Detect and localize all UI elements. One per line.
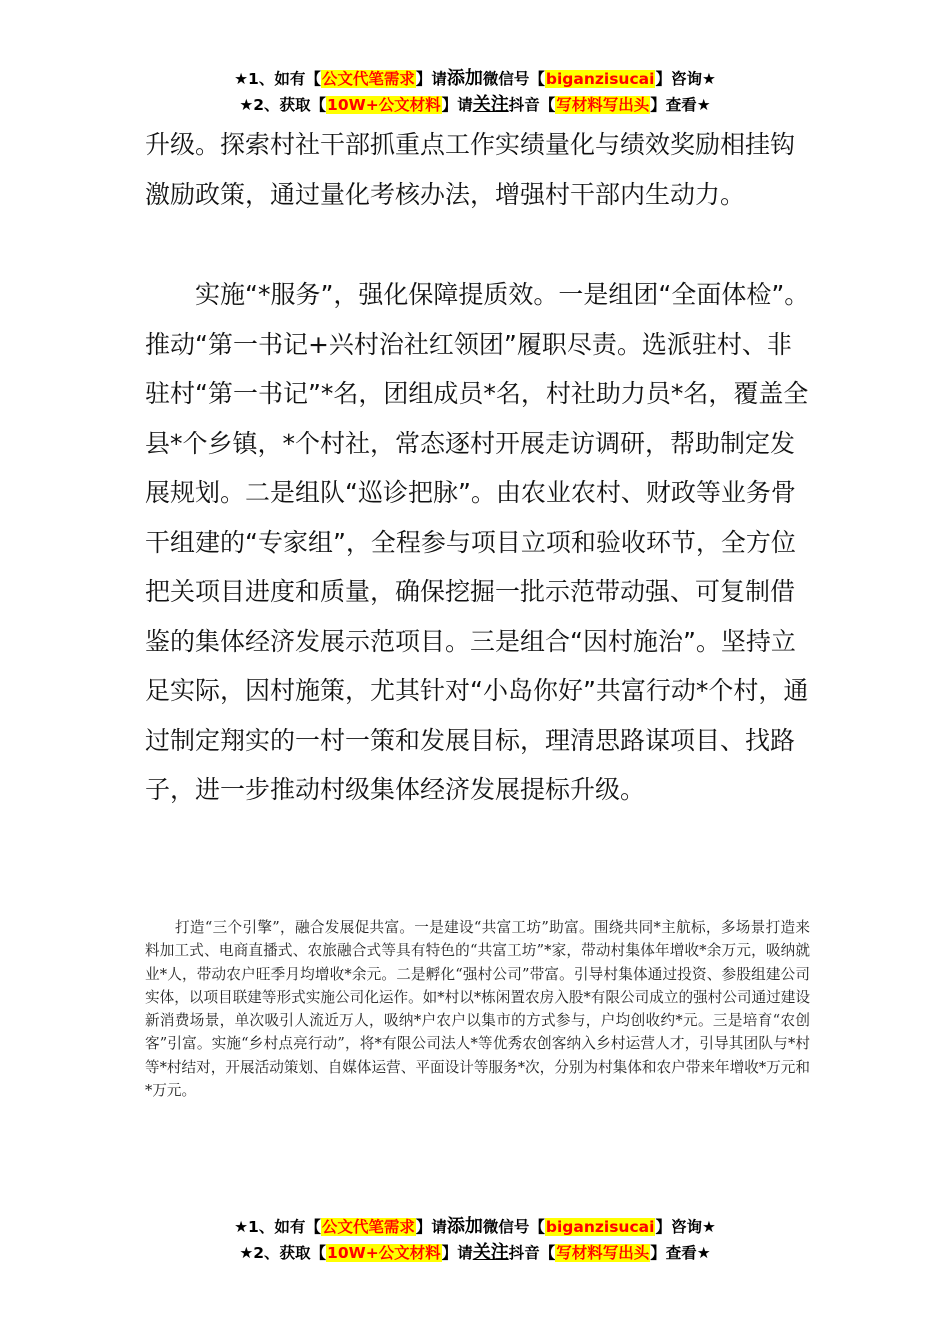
- paragraph-engines: [145, 916, 810, 1102]
- banner-text: 抖音【: [508, 1244, 556, 1262]
- banner-text: ★1、如有【: [234, 70, 321, 88]
- banner-text: 】查看★: [650, 96, 711, 114]
- banner-text: 微信号【: [482, 1218, 545, 1236]
- banner-text: 微信号【: [482, 70, 545, 88]
- paragraph-continuation: [145, 120, 810, 219]
- highlight-service: 公文代笔需求: [321, 1218, 415, 1236]
- banner-emphasis: 关注: [472, 1242, 509, 1263]
- banner-text: 】请: [441, 1244, 473, 1262]
- banner-line-1: [0, 1214, 950, 1240]
- banner-line-2: [0, 92, 950, 118]
- banner-text: 】请: [441, 96, 473, 114]
- bottom-banner: [0, 1214, 950, 1266]
- banner-text: 】咨询★: [655, 1218, 716, 1236]
- banner-text: 】请: [415, 70, 447, 88]
- paragraph-service: [145, 270, 810, 815]
- banner-text: ★2、获取【: [239, 96, 327, 114]
- highlight-wechat-id: biganzisucai: [545, 70, 655, 88]
- top-banner: [0, 66, 950, 118]
- highlight-materials: 10W+公文材料: [327, 1244, 441, 1262]
- banner-text: ★2、获取【: [239, 1244, 327, 1262]
- banner-text: 】查看★: [650, 1244, 711, 1262]
- banner-text: ★1、如有【: [234, 1218, 321, 1236]
- highlight-douyin-id: 写材料写出头: [556, 1244, 650, 1262]
- highlight-materials: 10W+公文材料: [327, 96, 441, 114]
- highlight-service: 公文代笔需求: [321, 70, 415, 88]
- banner-text: 】请: [415, 1218, 447, 1236]
- banner-text: 】咨询★: [655, 70, 716, 88]
- banner-line-1: [0, 66, 950, 92]
- banner-emphasis: 添加: [446, 68, 483, 89]
- paragraph-text: 升级。探索村社干部抓重点工作实绩量化与绩效奖励相挂钩激励政策，通过量化考核办法，增强村干部内生动力。: [145, 130, 796, 209]
- banner-emphasis: 关注: [472, 94, 509, 115]
- banner-text: 抖音【: [508, 96, 556, 114]
- banner-emphasis: 添加: [446, 1216, 483, 1237]
- paragraph-text: 打造“三个引擎”，融合发展促共富。一是建设“共富工坊”助富。围绕共同*主航标，多场景打造来料加工式、电商直播式、农旅融合式等具有特色的“共富工坊”*家，带动村集体年增收*余万元，吸纳就业*人，带动农户旺季月均增收*余元。二是孵化“强村公司”带富。引导村集体通过投资、参股组建公司实体，以项目联建等形式实施公司化运作。如*村以*栋闲置农房入股*有限公司成立的强村公司通过建设新消费场景，单次吸引人流近万人，吸纳*户农户以集市的方式参与，户均创收约*元。三是培育“农创客”引富。实施“乡村点亮行动”，将*有限公司法人*等优秀农创客纳入乡村运营人才，引导其团队与*村等*村结对，开展活动策划、自媒体运营、平面设计等服务*次，分别为村集体和农户带来年增收*万元和*万元。: [145, 919, 810, 1100]
- highlight-douyin-id: 写材料写出头: [556, 96, 650, 114]
- paragraph-text: 实施“*服务”，强化保障提质效。一是组团“全面体检”。推动“第一书记+兴村治社红领团”履职尽责。选派驻村、非驻村“第一书记”*名，团组成员*名，村社助力员*名，覆盖全县*个乡镇，*个村社，常态逐村开展走访调研，帮助制定发展规划。二是组队“巡诊把脉”。由农业农村、财政等业务骨干组建的“专家组”，全程参与项目立项和验收环节，全方位把关项目进度和质量，确保挖掘一批示范带动强、可复制借鉴的集体经济发展示范项目。三是组合“因村施治”。坚持立足实际，因村施策，尤其针对“小岛你好”共富行动*个村，通过制定翔实的一村一策和发展目标，理清思路谋项目、找路子，进一步推动村级集体经济发展提标升级。: [145, 280, 810, 804]
- highlight-wechat-id: biganzisucai: [545, 1218, 655, 1236]
- banner-line-2: [0, 1240, 950, 1266]
